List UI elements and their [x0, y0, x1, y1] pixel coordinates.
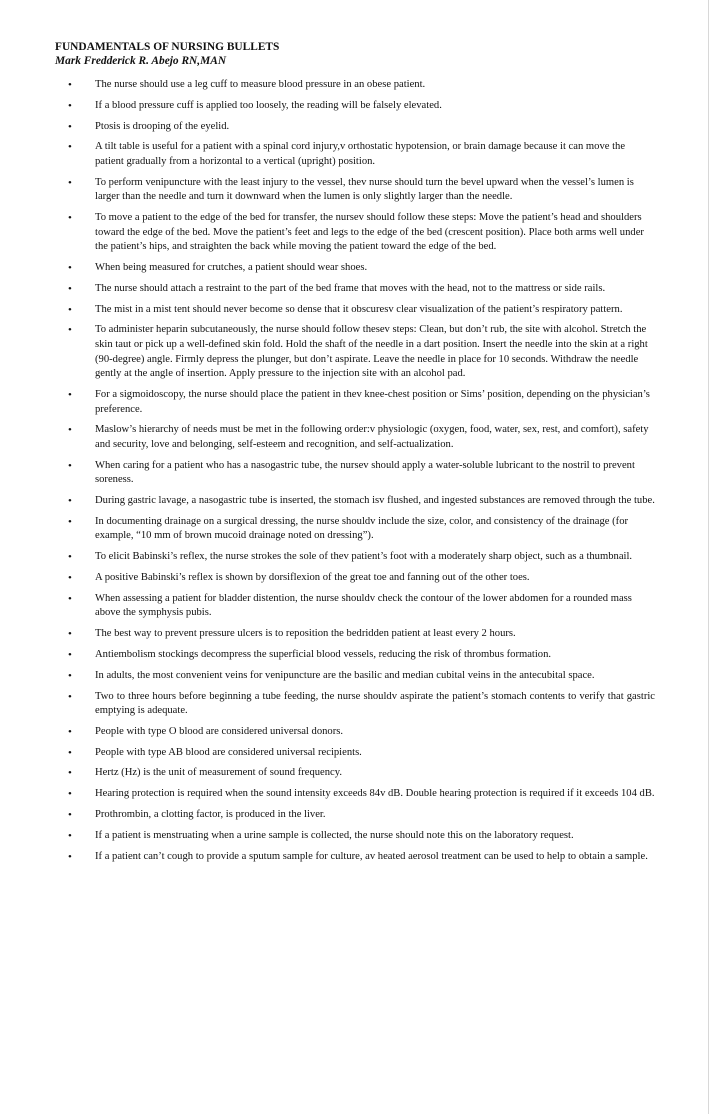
bullet-item	[55, 211, 655, 255]
bullet-text: The nurse should use a leg cuff to measure blood pressure in an obese patient.	[95, 79, 426, 90]
bullet-point-icon: •	[68, 303, 72, 316]
document-author: Mark Fredderick R. Abejo RN,MAN	[55, 55, 227, 67]
bullet-point-icon: •	[68, 767, 72, 780]
bullet-text: People with type AB blood are considered universal recipients.	[95, 746, 362, 758]
bullet-text: People with type O blood are considered universal donors.	[95, 725, 344, 737]
bullet-text: The mist in a mist tent should never become so dense that it obscuresv clear visualization of the patient’s respiratory pattern.	[95, 303, 623, 315]
bullet-text: If a blood pressure cuff is applied too loosely, the reading will be falsely elevated.	[95, 99, 442, 111]
bullet-text: If a patient is menstruating when a urine sample is collected, the nurse should note this on the laboratory request.	[95, 829, 574, 841]
bullet-item	[55, 766, 655, 781]
bullet-item	[55, 808, 655, 823]
bullet-item	[55, 140, 655, 169]
bullet-item	[55, 423, 655, 452]
bullet-point-icon: •	[68, 424, 72, 437]
bullet-point-icon: •	[68, 648, 72, 661]
bullet-point-icon: •	[68, 282, 72, 295]
bullet-point-icon: •	[68, 725, 72, 738]
bullet-item	[55, 323, 655, 381]
bullet-text: To move a patient to the edge of the bed for transfer, the nursev should follow these steps: Move the patient’s head and shoulders toward the edge of the bed. Move the patient’s feet and legs to the edge of the bed (crescent position). Place both arms well under the patient’s hips, and straighten the back while moving the patient toward the edge of the bed.	[95, 212, 644, 253]
bullet-text: To elicit Babinski’s reflex, the nurse strokes the sole of thev patient’s foot with a moderately sharp object, such as a thumbnail.	[95, 551, 633, 563]
bullet-item	[55, 303, 655, 318]
bullet-item	[55, 648, 655, 663]
bullet-item	[55, 829, 655, 844]
bullet-item	[55, 592, 655, 621]
bullet-item	[55, 459, 655, 488]
bullet-text: Hertz (Hz) is the unit of measurement of sound frequency.	[95, 767, 343, 779]
bullet-point-icon: •	[68, 99, 72, 112]
bullet-text: If a patient can’t cough to provide a sputum sample for culture, av heated aerosol treatment can be used to help to obtain a sample.	[95, 850, 648, 862]
bullet-text: The nurse should attach a restraint to the part of the bed frame that moves with the head, not to the mattress or side rails.	[95, 282, 606, 294]
bullet-text: To perform venipuncture with the least injury to the vessel, thev nurse should turn the bevel upward when the vessel’s lumen is larger than the needle and turn it downward when the lumen is only slightly larger than the needle.	[95, 176, 634, 203]
bullet-point-icon: •	[68, 515, 72, 528]
bullet-item	[55, 571, 655, 586]
bullet-point-icon: •	[68, 141, 72, 154]
bullet-text: In documenting drainage on a surgical dressing, the nurse shouldv include the size, color, and consistency of the drainage (for example, “10 mm of brown mucoid drainage noted on dressing”).	[95, 515, 629, 542]
bullet-text: Maslow’s hierarchy of needs must be met in the following order:v physiologic (oxygen, food, water, sex, rest, and comfort), safety and security, love and belonging, self-esteem and recognition, and self-actualization.	[95, 424, 649, 450]
bullet-item	[55, 78, 655, 93]
bullet-text: Antiembolism stockings decompress the superficial blood vessels, reducing the risk of thrombus formation.	[95, 648, 552, 660]
bullet-item	[55, 787, 655, 802]
bullet-text: A positive Babinski’s reflex is shown by dorsiflexion of the great toe and fanning out of the other toes.	[95, 572, 530, 584]
bullet-point-icon: •	[68, 788, 72, 801]
bullet-text: For a sigmoidoscopy, the nurse should place the patient in thev knee-chest position or Sims’ position, depending on the physician’s preference.	[95, 388, 650, 415]
bullet-text: When assessing a patient for bladder distention, the nurse shouldv check the contour of the lower abdomen for a rounded mass above the symphysis pubis.	[95, 592, 632, 619]
bullet-item	[55, 627, 655, 642]
bullet-point-icon: •	[68, 176, 72, 189]
bullet-text: Ptosis is drooping of the eyelid.	[95, 120, 230, 132]
bullet-text: When being measured for crutches, a patient should wear shoes.	[95, 262, 368, 274]
bullet-item	[55, 515, 655, 544]
bullet-point-icon: •	[68, 690, 72, 703]
bullet-point-icon: •	[68, 79, 72, 91]
bullet-item	[55, 494, 655, 509]
bullet-item	[55, 850, 655, 865]
bullet-item	[55, 99, 655, 114]
bullet-text: The best way to prevent pressure ulcers is to reposition the bedridden patient at least every 2 hours.	[95, 628, 516, 640]
bullet-point-icon: •	[68, 212, 72, 225]
bullet-point-icon: •	[68, 262, 72, 275]
bullet-point-icon: •	[68, 572, 72, 585]
bullet-text: When caring for a patient who has a nasogastric tube, the nursev should apply a water-soluble lubricant to the nostril to prevent soreness.	[95, 459, 635, 486]
bullet-text: Prothrombin, a clotting factor, is produced in the liver.	[95, 809, 326, 821]
bullet-point-icon: •	[68, 592, 72, 605]
page-edge-divider	[708, 0, 709, 1114]
bullet-point-icon: •	[68, 459, 72, 472]
bullet-text: A tilt table is useful for a patient with a spinal cord injury,v orthostatic hypotension, or brain damage because it can move the patient gradually from a horizontal to a vertical (upright) position.	[95, 141, 626, 167]
bullet-point-icon: •	[68, 551, 72, 564]
bullet-item	[55, 550, 655, 565]
bullet-text: Hearing protection is required when the sound intensity exceeds 84v dB. Double hearing protection is required if it exceeds 104 dB.	[95, 788, 655, 800]
bullet-point-icon: •	[68, 809, 72, 822]
bullet-point-icon: •	[68, 746, 72, 759]
bullet-item	[55, 690, 655, 719]
bullet-text: During gastric lavage, a nasogastric tube is inserted, the stomach isv flushed, and ingested substances are removed through the tube.	[95, 495, 655, 507]
bullet-item	[55, 725, 655, 740]
bullet-text: Two to three hours before beginning a tube feeding, the nurse shouldv aspirate the patient’s stomach contents to verify that gastric emptying is adequate.	[95, 690, 655, 717]
bullet-point-icon: •	[68, 628, 72, 641]
bullet-point-icon: •	[68, 669, 72, 682]
bullet-point-icon: •	[68, 120, 72, 133]
bullet-point-icon: •	[68, 850, 72, 863]
bullet-list	[55, 78, 655, 864]
bullet-point-icon: •	[68, 388, 72, 401]
bullet-item	[55, 120, 655, 135]
bullet-item	[55, 261, 655, 276]
bullet-item	[55, 746, 655, 761]
bullet-point-icon: •	[68, 324, 72, 337]
bullet-item	[55, 669, 655, 684]
bullet-point-icon: •	[68, 829, 72, 842]
bullet-item	[55, 388, 655, 417]
document-page	[55, 40, 655, 870]
bullet-item	[55, 176, 655, 205]
bullet-text: To administer heparin subcutaneously, the nurse should follow thesev steps: Clean, but don’t rub, the site with alcohol. Stretch the skin taut or pick up a well-defined skin fold. Hold the shaft of the needle in a dart position. Insert the needle into the skin at a right (90-degree) angle. Firmly depress the plunger, but don’t aspirate. Leave the needle in place for 10 seconds. Withdraw the needle gently at the angle of insertion. Apply pressure to the injection site with an alcohol pad.	[95, 324, 648, 380]
document-title: FUNDAMENTALS OF NURSING BULLETS	[55, 41, 280, 53]
bullet-text: In adults, the most convenient veins for venipuncture are the basilic and median cubital veins in the antecubital space.	[95, 669, 595, 681]
bullet-point-icon: •	[68, 495, 72, 508]
bullet-item	[55, 282, 655, 297]
